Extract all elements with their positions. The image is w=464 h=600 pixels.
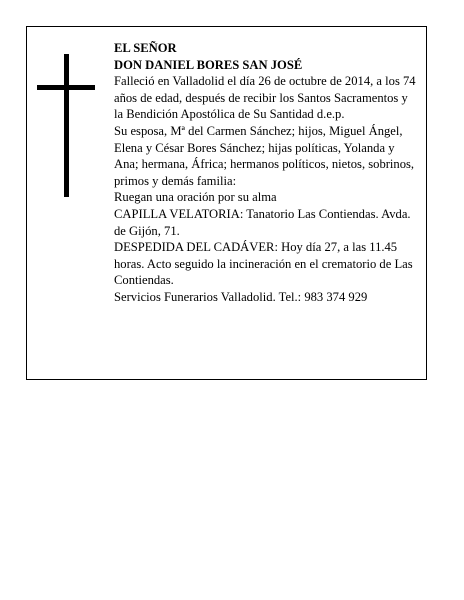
- deceased-name: DON DANIEL BORES SAN JOSÉ: [114, 57, 303, 72]
- cross-vertical-bar: [64, 54, 69, 197]
- funeral-services-contact: Servicios Funerarios Valladolid. Tel.: 983 374 929: [114, 289, 368, 304]
- chapel-info: CAPILLA VELATORIA: Tanatorio Las Contiendas. Avda. de Gijón, 71.: [114, 206, 411, 238]
- cross-horizontal-bar: [37, 85, 95, 90]
- prayer-request: Ruegan una oración por su alma: [114, 190, 277, 205]
- family-list: Su esposa, Mª del Carmen Sánchez; hijos, Miguel Ángel, Elena y César Bores Sánchez; hijas políticas, Yolanda y Ana; hermana, África; hermanos políticos, nietos, sobrinos, primos y demás familia:: [114, 123, 415, 188]
- death-details: Falleció en Valladolid el día 26 de octubre de 2014, a los 74 años de edad, después de recibir los Santos Sacramentos y la Bendición Apostólica de Su Santidad d.e.p.: [114, 74, 416, 122]
- farewell-info: DESPEDIDA DEL CADÁVER: Hoy día 27, a las 11.45 horas. Acto seguido la incineración en el crematorio de Las Contiendas.: [114, 240, 413, 288]
- obituary-text: [114, 40, 418, 306]
- heading-title: EL SEÑOR: [114, 41, 177, 55]
